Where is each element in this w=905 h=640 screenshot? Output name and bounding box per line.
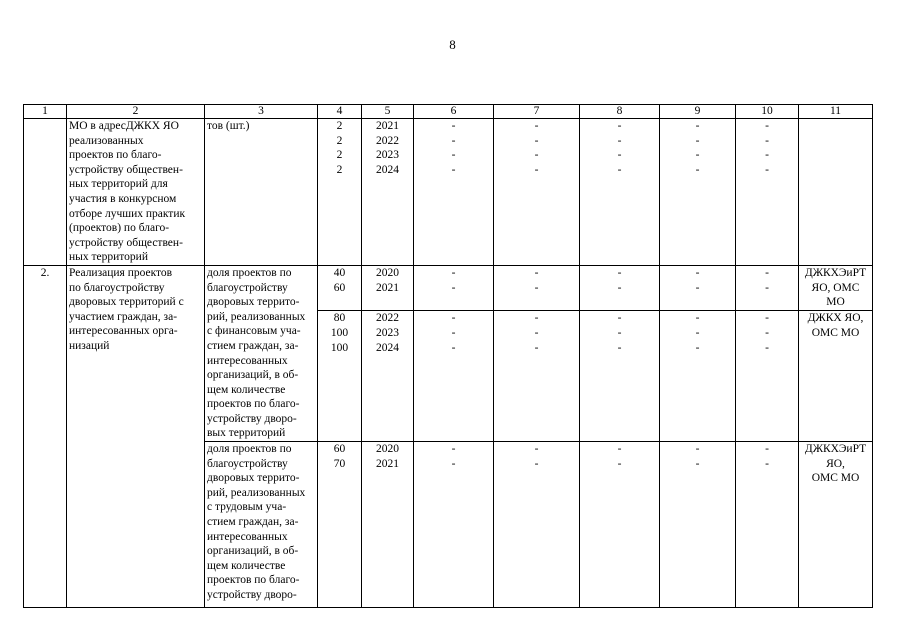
indicator-name-cell: тов (шт.) (205, 119, 318, 266)
dash-cell: - - (580, 265, 660, 310)
dash-cell: - - (494, 265, 580, 310)
executor-cell (799, 119, 873, 266)
header-cell: 3 (205, 105, 318, 119)
indicator-value-cell: 60 70 (318, 442, 362, 608)
dash-cell: - - (736, 265, 799, 310)
year-cell: 2020 2021 (362, 442, 414, 608)
indicator-value-cell: 2 2 2 2 (318, 119, 362, 266)
header-cell: 1 (24, 105, 67, 119)
header-cell: 9 (660, 105, 736, 119)
dash-cell: - - - - (494, 119, 580, 266)
dash-cell: - - (660, 442, 736, 608)
header-cell: 4 (318, 105, 362, 119)
executor-cell: ДЖКХЭиРТ ЯО, ОМС МО (799, 265, 873, 310)
dash-cell: - - (414, 265, 494, 310)
dash-cell: - - - - (660, 119, 736, 266)
dash-cell: - - - - (414, 119, 494, 266)
dash-cell: - - - (580, 311, 660, 442)
dash-cell: - - - (414, 311, 494, 442)
dash-cell: - - - (494, 311, 580, 442)
dash-cell: - - (580, 442, 660, 608)
dash-cell: - - (414, 442, 494, 608)
table-row (24, 119, 873, 266)
dash-cell: - - (736, 442, 799, 608)
header-cell: 6 (414, 105, 494, 119)
dash-cell: - - (494, 442, 580, 608)
year-cell: 2020 2021 (362, 265, 414, 310)
year-cell: 2021 2022 2023 2024 (362, 119, 414, 266)
table-row (24, 265, 873, 310)
row-number-cell (24, 119, 67, 266)
executor-cell: ДЖКХ ЯО, ОМС МО (799, 311, 873, 442)
header-cell: 10 (736, 105, 799, 119)
indicators-table (23, 104, 873, 608)
measure-name-cell: Реализация проектов по благоустройству дворовых территорий с участием граждан, за- интересованных орга- низаций (67, 265, 205, 607)
page-number: 8 (449, 37, 456, 52)
header-row (24, 105, 873, 119)
dash-cell: - - (660, 265, 736, 310)
dash-cell: - - - (736, 311, 799, 442)
year-cell: 2022 2023 2024 (362, 311, 414, 442)
row-number-cell: 2. (24, 265, 67, 607)
header-cell: 7 (494, 105, 580, 119)
header-cell: 8 (580, 105, 660, 119)
indicator-value-cell: 80 100 100 (318, 311, 362, 442)
dash-cell: - - - - (736, 119, 799, 266)
dash-cell: - - - - (580, 119, 660, 266)
header-cell: 2 (67, 105, 205, 119)
indicator-name-cell: доля проектов по благоустройству дворовых террито- рий, реализованных с финансовым уча- стием граждан, за- интересованных организаций, в об- щем количестве проектов по благо- устройству дворо- вых территорий (205, 265, 318, 441)
measure-name-cell: МО в адресДЖКХ ЯО реализованных проектов по благо- устройству обществен- ных территорий для участия в конкурсном отборе лучших практик (проектов) по благо- устройству обществен- ных территорий (67, 119, 205, 266)
dash-cell: - - - (660, 311, 736, 442)
executor-cell: ДЖКХЭиРТ ЯО, ОМС МО (799, 442, 873, 608)
header-cell: 11 (799, 105, 873, 119)
header-cell: 5 (362, 105, 414, 119)
indicator-value-cell: 40 60 (318, 265, 362, 310)
indicator-name-cell: доля проектов по благоустройству дворовых террито- рий, реализованных с трудовым уча- стием граждан, за- интересованных организаций, в об- щем количестве проектов по благо- устройству дворо- (205, 442, 318, 608)
